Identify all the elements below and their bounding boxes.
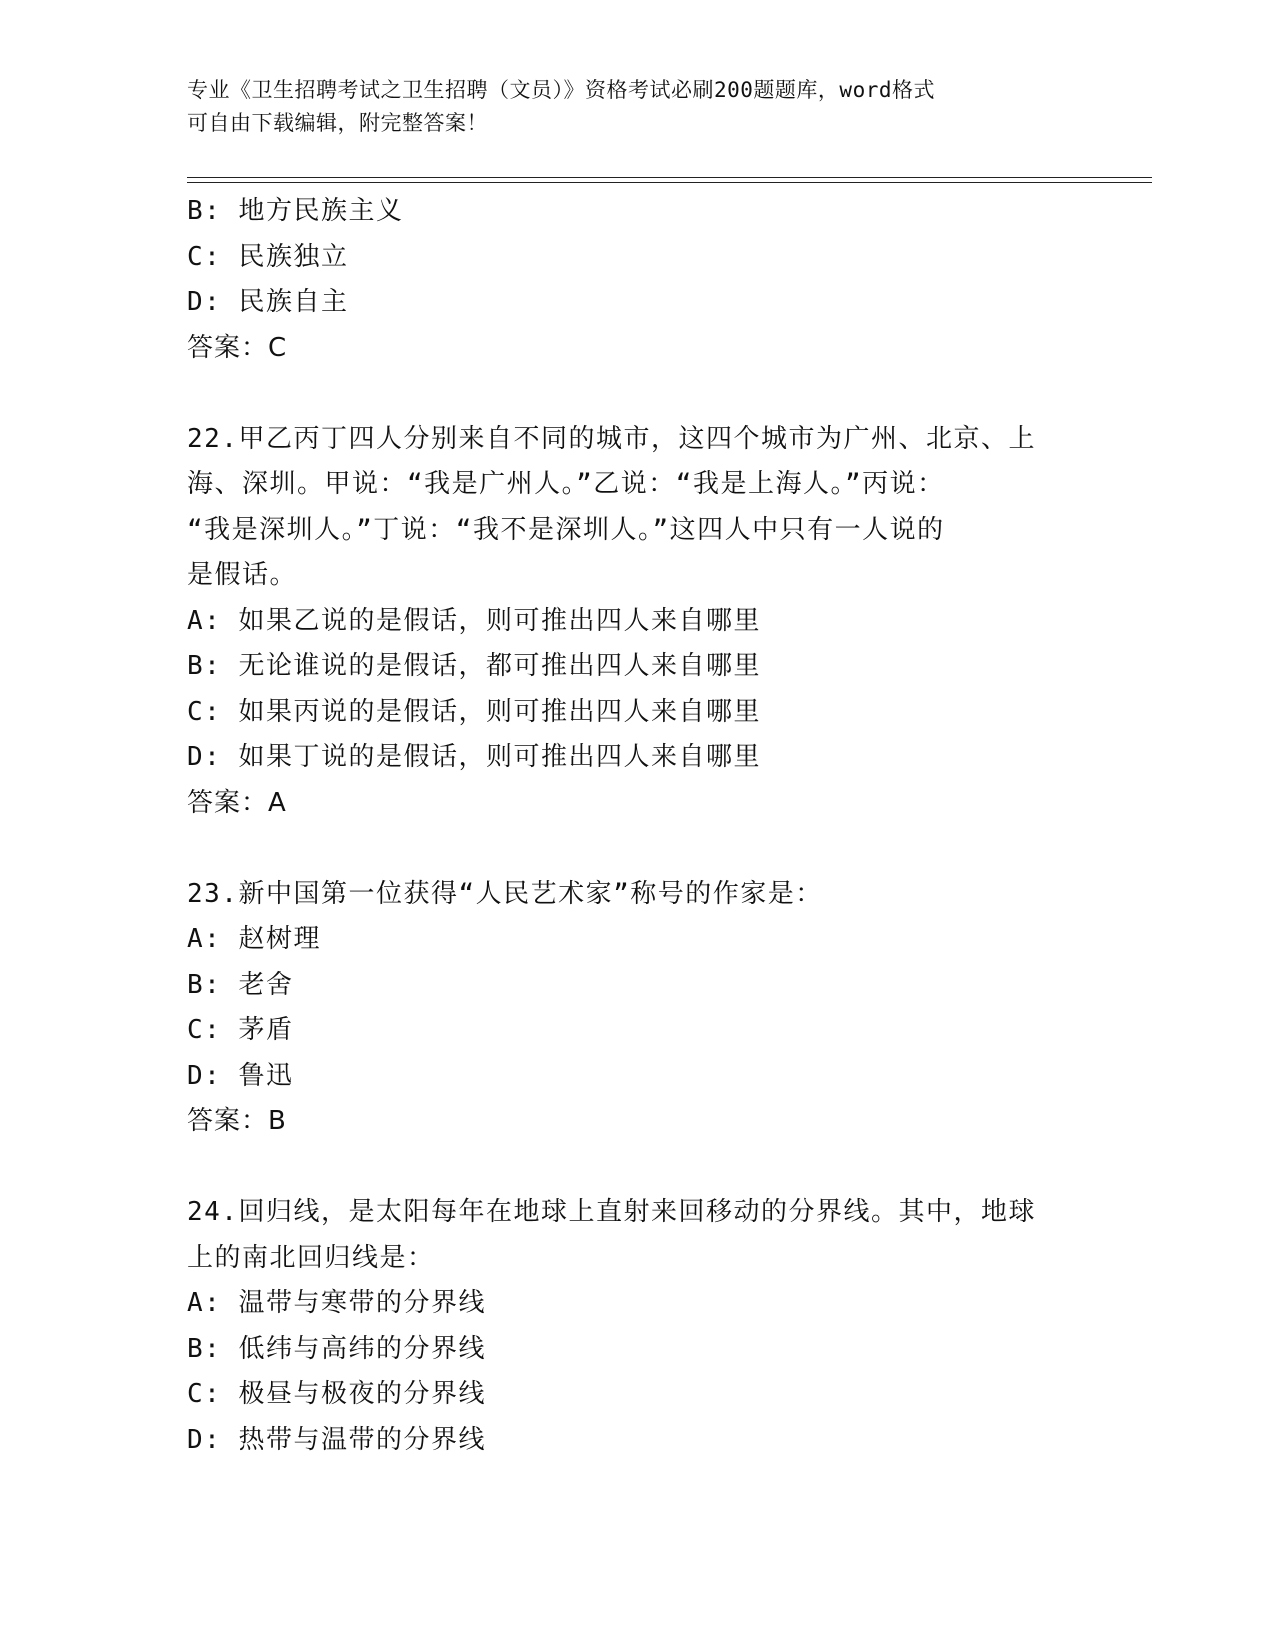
option-c: C: 极昼与极夜的分界线 [187,1379,486,1409]
header-line-1: 专业《卫生招聘考试之卫生招聘（文员）》资格考试必刷200题题库，word格式 [187,78,935,102]
question-block-21 [187,189,1087,371]
header-divider-top [187,177,1152,178]
answer-label: 答案：C [187,332,288,363]
header-line-2: 可自由下载编辑，附完整答案！ [187,111,488,135]
question-content [187,189,1087,1463]
option-a: A: 温带与寒带的分界线 [187,1288,486,1318]
question-stem-line: 海、深圳。甲说：“我是广州人。”乙说：“我是上海人。”丙说： [187,469,945,499]
option-c: C: 民族独立 [187,241,349,272]
header-divider-bottom [187,182,1152,183]
question-stem-line: 是假话。 [187,560,298,590]
option-c: C: 茅盾 [187,1015,294,1045]
option-d: D: 民族自主 [187,287,349,317]
option-c: C: 如果丙说的是假话，则可推出四人来自哪里 [187,696,761,727]
question-stem-line: 24.回归线，是太阳每年在地球上直射来回移动的分界线。其中，地球 [187,1197,1036,1227]
option-a: A: 如果乙说的是假话，则可推出四人来自哪里 [187,605,761,636]
document-header [187,74,1067,140]
answer-label: 答案：B [187,1106,287,1136]
answer-label: 答案：A [187,787,287,818]
option-d: D: 如果丁说的是假话，则可推出四人来自哪里 [187,742,761,772]
question-stem-line: “我是深圳人。”丁说：“我不是深圳人。”这四人中只有一人说的 [187,514,945,545]
question-stem-line: 22.甲乙丙丁四人分别来自不同的城市，这四个城市为广州、北京、上 [187,423,1036,454]
option-d: D: 热带与温带的分界线 [187,1424,486,1455]
question-stem-line: 23.新中国第一位获得“人民艺术家”称号的作家是： [187,878,823,909]
question-block-23 [187,872,1087,1145]
question-stem-line: 上的南北回归线是： [187,1242,435,1273]
question-block-24 [187,1190,1087,1463]
option-b: B: 地方民族主义 [187,196,404,226]
option-b: B: 低纬与高纬的分界线 [187,1333,486,1364]
question-block-22 [187,417,1087,827]
option-b: B: 无论谁说的是假话，都可推出四人来自哪里 [187,651,761,681]
option-d: D: 鲁迅 [187,1060,294,1091]
option-a: A: 赵树理 [187,924,321,954]
option-b: B: 老舍 [187,969,294,1000]
